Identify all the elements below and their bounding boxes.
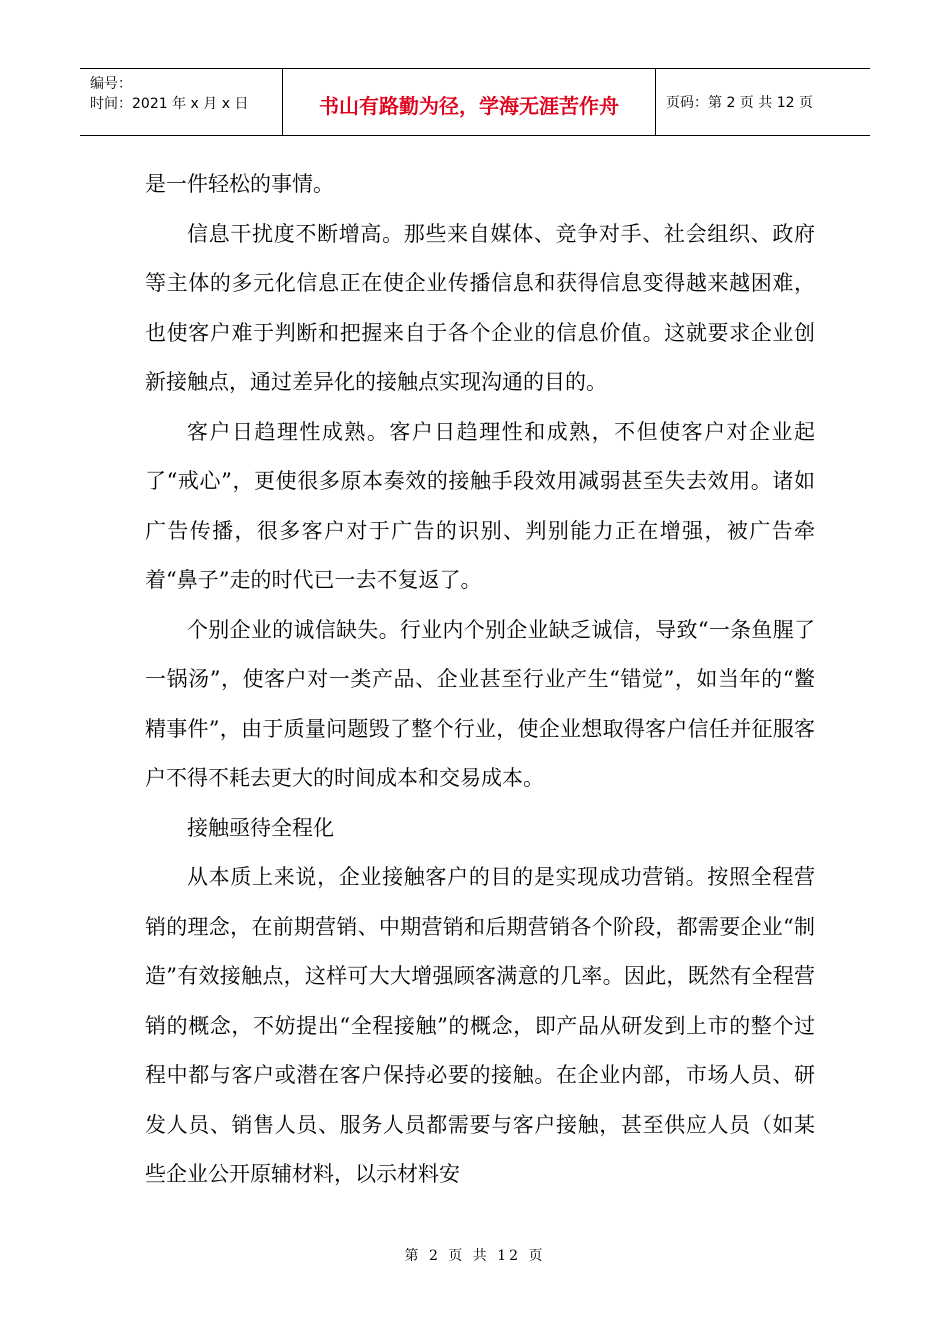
paragraph: 是一件轻松的事情。 bbox=[145, 172, 334, 196]
document-body bbox=[145, 160, 815, 1200]
header-motto: 书山有路勤为径，学海无涯苦作舟 bbox=[283, 69, 656, 135]
header-page-info: 页码：第 2 页 共 12 页 bbox=[666, 95, 813, 111]
paragraph: 信息干扰度不断增高。那些来自媒体、竞争对手、社会组织、政府等主体的多元化信息正在使企业传播信息和获得信息变得越来越困难，也使客户难于判断和把握来自于各个企业的信息价值。这就要求企业创新接触点，通过差异化的接触点实现沟通的目的。 bbox=[145, 221, 815, 394]
document-header bbox=[80, 68, 870, 136]
page-footer: 第 2 页 共 12 页 bbox=[404, 1248, 546, 1264]
document-number-label: 编号： bbox=[90, 76, 132, 92]
section-heading: 接触亟待全程化 bbox=[187, 815, 334, 840]
paragraph: 从本质上来说，企业接触客户的目的是实现成功营销。按照全程营销的理念，在前期营销、中期营销和后期营销各个阶段，都需要企业“制造”有效接触点，这样可大大增强顾客满意的几率。因此，既然有全程营销的概念，不妨提出“全程接触”的概念，即产品从研发到上市的整个过程中都与客户或潜在客户保持必要的接触。在企业内部，市场人员、研发人员、销售人员、服务人员都需要与客户接触，甚至供应人员（如某些企业公开原辅材料，以示材料安 bbox=[145, 865, 815, 1186]
paragraph: 客户日趋理性成熟。客户日趋理性和成熟，不但使客户对企业起了“戒心”，更使很多原本奏效的接触手段效用减弱甚至失去效用。诸如广告传播，很多客户对于广告的识别、判别能力正在增强，被广告牵着“鼻子”走的时代已一去不复返了。 bbox=[145, 419, 815, 592]
paragraph: 个别企业的诚信缺失。行业内个别企业缺乏诚信，导致“一条鱼腥了一锅汤”，使客户对一类产品、企业甚至行业产生“错觉”，如当年的“鳖精事件”，由于质量问题毁了整个行业，使企业想取得客户信任并征服客户不得不耗去更大的时间成本和交易成本。 bbox=[145, 617, 815, 790]
header-meta bbox=[80, 69, 283, 135]
document-date-label: 时间：2021 年 x 月 x 日 bbox=[90, 96, 249, 112]
